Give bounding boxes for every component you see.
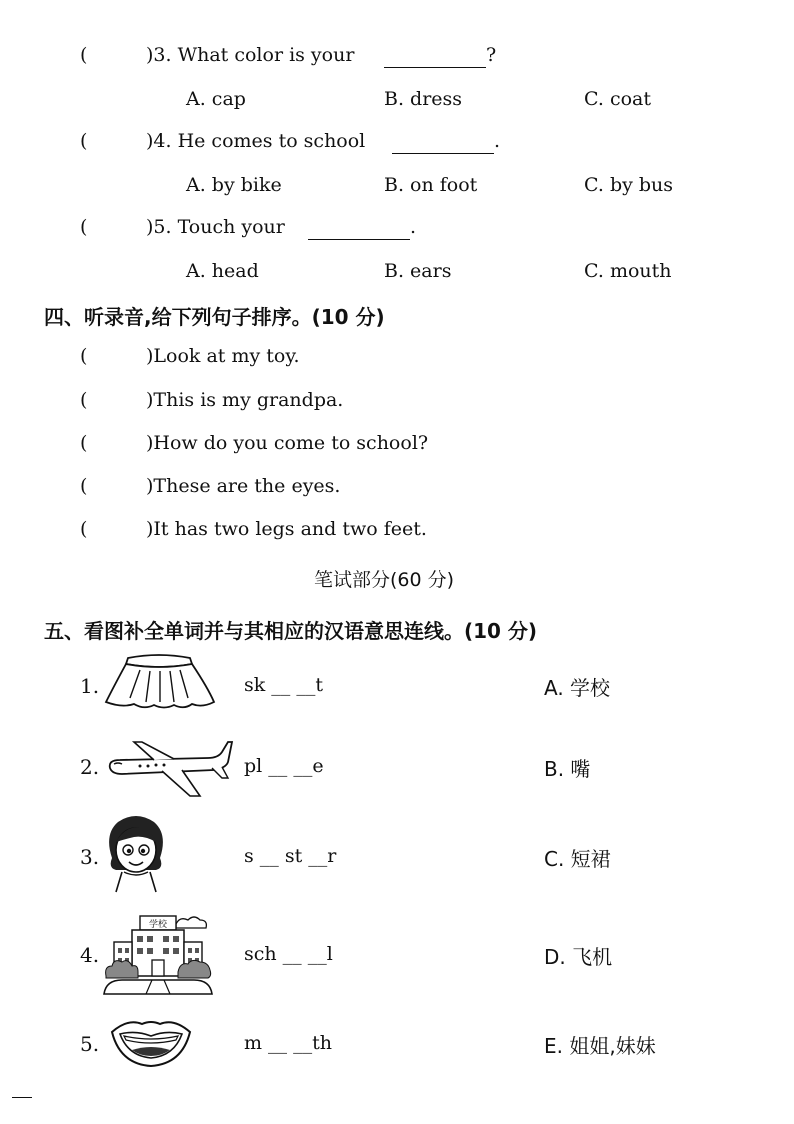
option-c: C. mouth [584,260,672,282]
row-number: 5. [80,1032,100,1056]
mouth-icon [108,1014,194,1070]
answer-paren: ( [80,216,88,238]
school-icon [102,912,214,996]
page-footer-mark [12,1097,32,1098]
sentence-item: )It has two legs and two feet. [146,518,427,540]
meaning-option[interactable]: C. 短裙 [544,847,611,871]
option-c: C. by bus [584,174,674,196]
meaning-option[interactable]: B. 嘴 [544,757,591,781]
row-number: 4. [80,943,100,967]
option-a: A. by bike [186,174,282,196]
sentence-item: )Look at my toy. [146,345,300,367]
answer-paren: ( [80,44,88,66]
answer-paren: ( [80,475,88,497]
sentence-item: )This is my grandpa. [146,389,344,411]
word-fill: pl __ __e [244,755,324,777]
option-c: C. coat [584,88,651,110]
answer-paren: ( [80,345,88,367]
school-sign: 学校 [148,920,168,930]
question-tail: . [494,130,501,152]
question-tail: . [410,216,417,238]
sentence-item: )These are the eyes. [146,475,341,497]
word-fill: s __ st __r [244,845,337,867]
answer-blank [308,225,410,240]
word-fill: sk __ __t [244,674,323,696]
girl-icon [102,814,170,894]
question-tail: ? [486,44,497,66]
meaning-option[interactable]: D. 飞机 [544,945,613,969]
meaning-option[interactable]: E. 姐姐,妹妹 [544,1034,656,1058]
written-part-title: 笔试部分(60 分) [314,569,455,591]
row-number: 3. [80,845,100,869]
question-stem: )5. Touch your [146,216,285,238]
option-b: B. dress [384,88,463,110]
word-fill: sch __ __l [244,943,333,965]
option-a: A. head [186,260,259,282]
option-b: B. ears [384,260,452,282]
meaning-option[interactable]: A. 学校 [544,676,611,700]
option-b: B. on foot [384,174,478,196]
question-stem: )4. He comes to school [146,130,366,152]
answer-paren: ( [80,130,88,152]
plane-icon [104,734,234,798]
answer-blank [384,53,486,68]
option-a: A. cap [186,88,246,110]
answer-paren: ( [80,518,88,540]
word-fill: m __ __th [244,1032,332,1054]
section-5-title: 五、看图补全单词并与其相应的汉语意思连线。(10 分) [44,619,538,643]
answer-blank [392,139,494,154]
question-stem: )3. What color is your [146,44,355,66]
row-number: 1. [80,674,100,698]
sentence-item: )How do you come to school? [146,432,429,454]
section-4-title: 四、听录音,给下列句子排序。(10 分) [44,305,385,329]
answer-paren: ( [80,432,88,454]
answer-paren: ( [80,389,88,411]
row-number: 2. [80,755,100,779]
skirt-icon [100,652,218,710]
